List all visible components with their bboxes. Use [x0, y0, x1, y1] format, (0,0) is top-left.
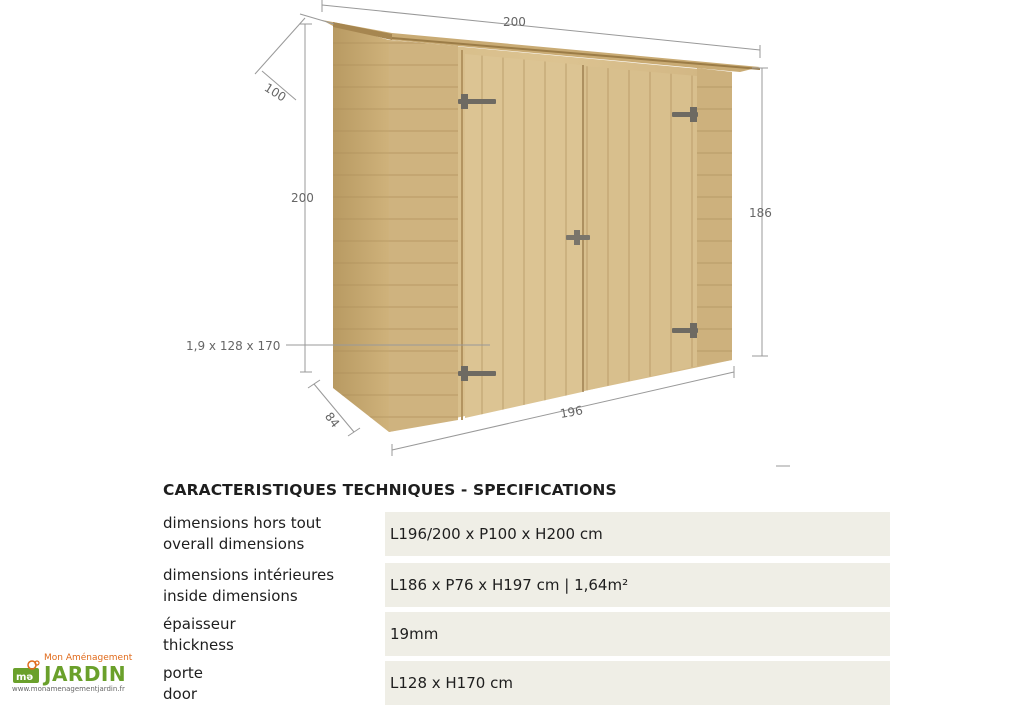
- dimension-roof-depth: 100: [261, 80, 289, 105]
- spec-label-en: overall dimensions: [163, 535, 305, 553]
- spec-label-en: inside dimensions: [163, 587, 298, 605]
- spec-row-overall: [163, 512, 890, 556]
- spec-row-inside: [163, 563, 890, 607]
- logo-tagline: Mon Aménagement: [44, 653, 133, 663]
- spec-label-en: thickness: [163, 636, 234, 654]
- dimension-height-left: 200: [291, 191, 314, 205]
- svg-text:mə: mə: [16, 672, 34, 683]
- spec-label: [163, 614, 385, 656]
- spec-label-fr: dimensions intérieures: [163, 566, 335, 584]
- spec-label: [163, 513, 385, 555]
- logo-url: www.monamenagementjardin.fr: [12, 685, 125, 693]
- dimension-base-width: 196: [558, 403, 584, 421]
- spec-label: [163, 663, 385, 705]
- spec-label-fr: épaisseur: [163, 615, 236, 633]
- brand-logo[interactable]: [10, 650, 140, 698]
- spec-row-door: [163, 661, 890, 705]
- shed-body: [322, 20, 760, 432]
- dimension-door-panel: 1,9 x 128 x 170: [186, 339, 281, 353]
- dimension-roof-width: 200: [503, 15, 526, 29]
- spec-label-fr: porte: [163, 664, 203, 682]
- specifications-title: CARACTERISTIQUES TECHNIQUES - SPECIFICATIONS: [163, 481, 617, 499]
- dimension-height-right: 186: [749, 206, 772, 220]
- spec-value: L196/200 x P100 x H200 cm: [385, 512, 890, 556]
- leaf-logo-icon: [12, 660, 42, 684]
- spec-label-fr: dimensions hors tout: [163, 514, 322, 532]
- logo-brand: JARDIN: [44, 662, 127, 686]
- spec-value: 19mm: [385, 612, 890, 656]
- dimension-base-depth: 84: [321, 409, 343, 431]
- spec-value: L128 x H170 cm: [385, 661, 890, 705]
- spec-label-en: door: [163, 685, 198, 703]
- spec-value: L186 x P76 x H197 cm | 1,64m²: [385, 563, 890, 607]
- spec-row-thickness: [163, 612, 890, 656]
- spec-label: [163, 565, 385, 607]
